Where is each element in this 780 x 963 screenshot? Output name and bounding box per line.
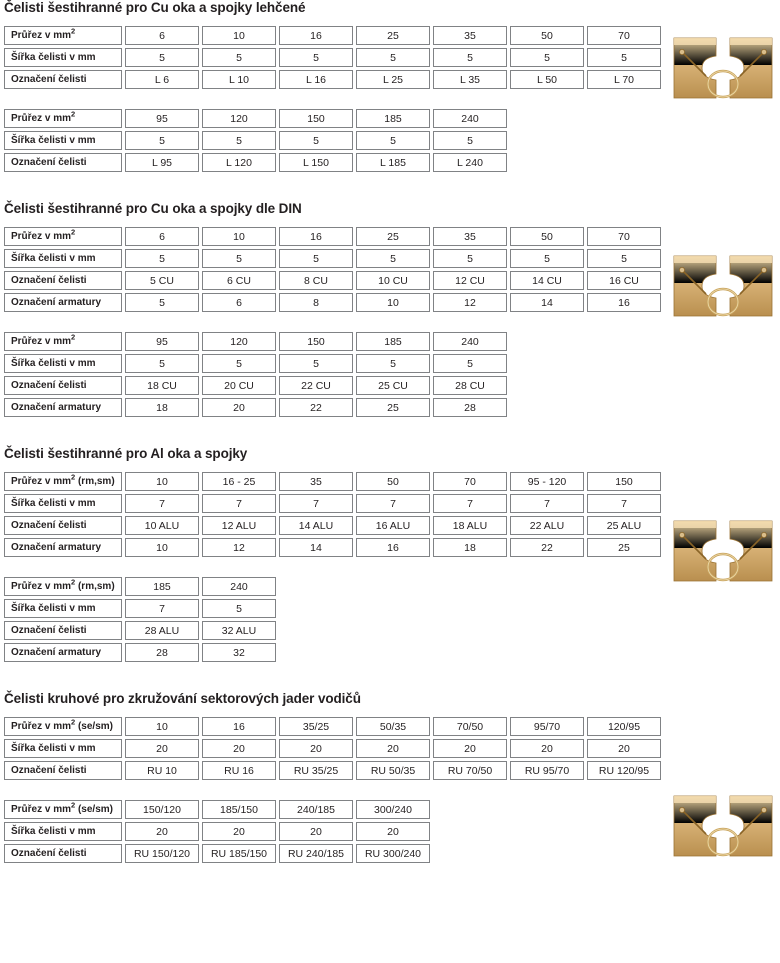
table-cell: 35/25 [279,717,353,736]
spacer [0,560,780,574]
table-cell: 150/120 [125,800,199,819]
table-row [4,332,507,351]
table-cell: 16 [356,538,430,557]
table-cell: L 25 [356,70,430,89]
table-cell: 6 CU [202,271,276,290]
table-cell: 7 [587,494,661,513]
table-cell: 16 - 25 [202,472,276,491]
table-cell: L 50 [510,70,584,89]
table-cell: 10 [356,293,430,312]
table-cell: 70 [587,26,661,45]
row-header: Průřez v $mm^2$ [4,332,122,351]
table-cell: 120 [202,109,276,128]
table-row [4,717,661,736]
table-cell: 10 [202,26,276,45]
table-cell: RU 10 [125,761,199,780]
table-cell: 7 [433,494,507,513]
table-cell: 12 [433,293,507,312]
table-cell: 20 [356,822,430,841]
table-cell: 12 ALU [202,516,276,535]
spacer [0,783,780,797]
table-cell: 10 [202,227,276,246]
row-header: Označení čelisti [4,70,122,89]
table-cell: 95 [125,332,199,351]
table-cell: 22 [279,398,353,417]
spacer [0,92,780,106]
table-row [4,153,507,172]
table-cell: 16 [587,293,661,312]
section-title: Čelisti šestihranné pro Al oka a spojky [4,446,248,461]
table-row [4,131,507,150]
table-cell: 10 [125,472,199,491]
table-cell: 25 [356,398,430,417]
table-cell: 5 [125,293,199,312]
table-cell: RU 35/25 [279,761,353,780]
table-cell: 20 [202,739,276,758]
table-cell: L 150 [279,153,353,172]
table-cell: 5 [356,249,430,268]
table-cell: 25 [587,538,661,557]
table-cell: RU 95/70 [510,761,584,780]
table-cell: 240 [433,109,507,128]
table-cell: L 95 [125,153,199,172]
row-header: Šířka čelisti v mm [4,822,122,841]
table-cell: 7 [279,494,353,513]
table-cell: 35 [433,227,507,246]
table-row [4,472,661,491]
row-header: Označení čelisti [4,271,122,290]
table-cell: 70 [587,227,661,246]
row-header: Šířka čelisti v mm [4,131,122,150]
table-row [4,398,507,417]
table-cell: 20 [433,739,507,758]
table-row [4,538,661,557]
table-cell: 14 ALU [279,516,353,535]
table-cell: 14 [279,538,353,557]
table-row [4,577,276,596]
section-title: Čelisti kruhové pro zkružování sektorových jader vodičů [4,691,361,706]
table-cell: 240/185 [279,800,353,819]
row-header: Označení armatury [4,643,122,662]
table-cell: 5 [202,354,276,373]
row-header: Průřez v $mm^2$ [4,109,122,128]
table-cell: 185/150 [202,800,276,819]
table-row [4,48,661,67]
table-cell: 10 [125,717,199,736]
table-cell: L 6 [125,70,199,89]
crimp-jaw-photo-1 [672,32,774,104]
table-row [4,599,276,618]
table-cell: 5 [356,48,430,67]
table-cell: 70/50 [433,717,507,736]
table-cell: 150 [279,109,353,128]
table-row [4,376,507,395]
section-2 [0,201,780,446]
table-cell: 120 [202,332,276,351]
table-cell: 185 [356,109,430,128]
spec-table-4-2 [1,797,433,866]
table-cell: 35 [279,472,353,491]
table-cell: 95 - 120 [510,472,584,491]
row-header: Označení čelisti [4,376,122,395]
row-header: Šířka čelisti v mm [4,739,122,758]
table-cell: 20 [202,398,276,417]
table-cell: 5 [433,131,507,150]
table-cell: 25 CU [356,376,430,395]
row-header: Šířka čelisti v mm [4,599,122,618]
table-cell: 8 CU [279,271,353,290]
section-title: Čelisti šestihranné pro Cu oka a spojky dle DIN [4,201,302,216]
table-cell: 7 [125,599,199,618]
row-header: Označení čelisti [4,621,122,640]
table-row [4,822,430,841]
table-cell: 5 [202,131,276,150]
table-cell: RU 70/50 [433,761,507,780]
table-cell: 5 [125,354,199,373]
table-row [4,109,507,128]
table-cell: 8 [279,293,353,312]
spacer [0,420,780,446]
table-cell: 35 [433,26,507,45]
table-cell: 5 [356,131,430,150]
table-cell: 16 [279,227,353,246]
table-cell: 5 [587,48,661,67]
table-cell: 20 [279,739,353,758]
table-cell: 25 [356,26,430,45]
spacer [0,175,780,201]
table-cell: 5 [510,249,584,268]
table-cell: 6 [125,227,199,246]
row-header: Šířka čelisti v mm [4,249,122,268]
spec-table-3-1 [1,469,664,560]
table-row [4,494,661,513]
spacer [0,665,780,691]
table-cell: 5 CU [125,271,199,290]
row-header: Šířka čelisti v mm [4,494,122,513]
table-cell: 5 [433,354,507,373]
table-cell: RU 50/35 [356,761,430,780]
table-cell: 20 [510,739,584,758]
table-cell: 12 CU [433,271,507,290]
table-cell: 32 ALU [202,621,276,640]
table-cell: 185 [356,332,430,351]
table-cell: 6 [202,293,276,312]
row-header: Označení čelisti [4,153,122,172]
table-cell: 7 [356,494,430,513]
table-cell: 5 [202,599,276,618]
table-cell: 150 [587,472,661,491]
table-cell: 70 [433,472,507,491]
table-row [4,249,661,268]
row-header: Označení čelisti [4,516,122,535]
row-header: Označení armatury [4,538,122,557]
table-cell: L 120 [202,153,276,172]
row-header: Šířka čelisti v mm [4,354,122,373]
table-cell: 5 [433,48,507,67]
row-header: Průřez v $mm^2$ (se/sm) [4,800,122,819]
table-cell: L 240 [433,153,507,172]
table-row [4,761,661,780]
table-cell: 20 [587,739,661,758]
table-cell: L 35 [433,70,507,89]
table-cell: 18 CU [125,376,199,395]
table-cell: 50 [510,227,584,246]
table-cell: 95 [125,109,199,128]
table-cell: RU 16 [202,761,276,780]
row-header: Šířka čelisti v mm [4,48,122,67]
table-cell: 5 [279,249,353,268]
table-cell: 18 ALU [433,516,507,535]
table-cell: 22 CU [279,376,353,395]
table-cell: 20 [279,822,353,841]
table-cell: 20 [125,739,199,758]
table-row [4,844,430,863]
table-cell: 50 [356,472,430,491]
table-cell: 10 [125,538,199,557]
row-header: Průřez v $mm^2$ (rm,sm) [4,472,122,491]
table-cell: 28 CU [433,376,507,395]
table-row [4,293,661,312]
table-cell: 14 CU [510,271,584,290]
table-cell: 20 [356,739,430,758]
crimp-jaw-photo-2 [672,250,774,322]
table-cell: 10 CU [356,271,430,290]
table-cell: 7 [202,494,276,513]
table-cell: 7 [510,494,584,513]
table-cell: 120/95 [587,717,661,736]
table-cell: 28 [433,398,507,417]
table-row [4,516,661,535]
table-row [4,70,661,89]
table-cell: 300/240 [356,800,430,819]
table-row [4,227,661,246]
table-cell: 25 ALU [587,516,661,535]
row-header: Označení čelisti [4,761,122,780]
table-cell: 5 [279,48,353,67]
table-cell: 22 [510,538,584,557]
table-cell: 20 CU [202,376,276,395]
row-header: Označení armatury [4,293,122,312]
row-header: Průřez v $mm^2$ (se/sm) [4,717,122,736]
row-header: Průřez v $mm^2$ (rm,sm) [4,577,122,596]
table-cell: RU 150/120 [125,844,199,863]
table-cell: 25 [356,227,430,246]
table-cell: 5 [125,48,199,67]
table-cell: L 10 [202,70,276,89]
table-cell: 5 [279,354,353,373]
table-row [4,643,276,662]
table-cell: 5 [433,249,507,268]
table-row [4,26,661,45]
table-cell: 5 [202,249,276,268]
table-cell: 50 [510,26,584,45]
table-cell: 5 [125,131,199,150]
table-cell: 7 [125,494,199,513]
table-cell: RU 185/150 [202,844,276,863]
table-cell: 185 [125,577,199,596]
section-title: Čelisti šestihranné pro Cu oka a spojky lehčené [4,0,306,15]
table-cell: 5 [202,48,276,67]
spec-table-3-2 [1,574,279,665]
table-cell: 5 [356,354,430,373]
table-row [4,354,507,373]
table-cell: L 185 [356,153,430,172]
table-cell: 32 [202,643,276,662]
spec-table-4-1 [1,714,664,783]
spacer [0,315,780,329]
table-cell: 95/70 [510,717,584,736]
table-cell: 10 ALU [125,516,199,535]
spec-table-2-2 [1,329,510,420]
section-3 [0,446,780,691]
row-header: Průřez v $mm^2$ [4,227,122,246]
table-cell: 28 ALU [125,621,199,640]
table-cell: 5 [587,249,661,268]
spec-table-1-2 [1,106,510,175]
table-cell: 150 [279,332,353,351]
section-4 [0,691,780,892]
row-header: Označení armatury [4,398,122,417]
table-cell: L 70 [587,70,661,89]
section-1 [0,0,780,201]
table-row [4,271,661,290]
table-row [4,739,661,758]
table-cell: 18 [125,398,199,417]
table-row [4,800,430,819]
table-cell: 5 [510,48,584,67]
table-cell: 16 CU [587,271,661,290]
table-cell: 50/35 [356,717,430,736]
table-cell: RU 300/240 [356,844,430,863]
table-cell: 5 [125,249,199,268]
table-cell: RU 120/95 [587,761,661,780]
spacer [0,866,780,892]
table-cell: 5 [279,131,353,150]
table-cell: 12 [202,538,276,557]
row-header: Označení čelisti [4,844,122,863]
spec-table-1-1 [1,23,664,92]
crimp-jaw-photo-3 [672,515,774,587]
table-cell: 18 [433,538,507,557]
table-cell: RU 240/185 [279,844,353,863]
crimp-jaw-photo-4 [672,790,774,862]
row-header: Průřez v $mm^2$ [4,26,122,45]
table-cell: 16 [202,717,276,736]
table-cell: 240 [433,332,507,351]
table-cell: 16 [279,26,353,45]
table-cell: 28 [125,643,199,662]
spec-table-2-1 [1,224,664,315]
table-cell: 240 [202,577,276,596]
table-cell: 20 [125,822,199,841]
table-cell: 14 [510,293,584,312]
table-cell: 20 [202,822,276,841]
table-cell: 22 ALU [510,516,584,535]
table-cell: L 16 [279,70,353,89]
table-cell: 16 ALU [356,516,430,535]
table-row [4,621,276,640]
table-cell: 6 [125,26,199,45]
